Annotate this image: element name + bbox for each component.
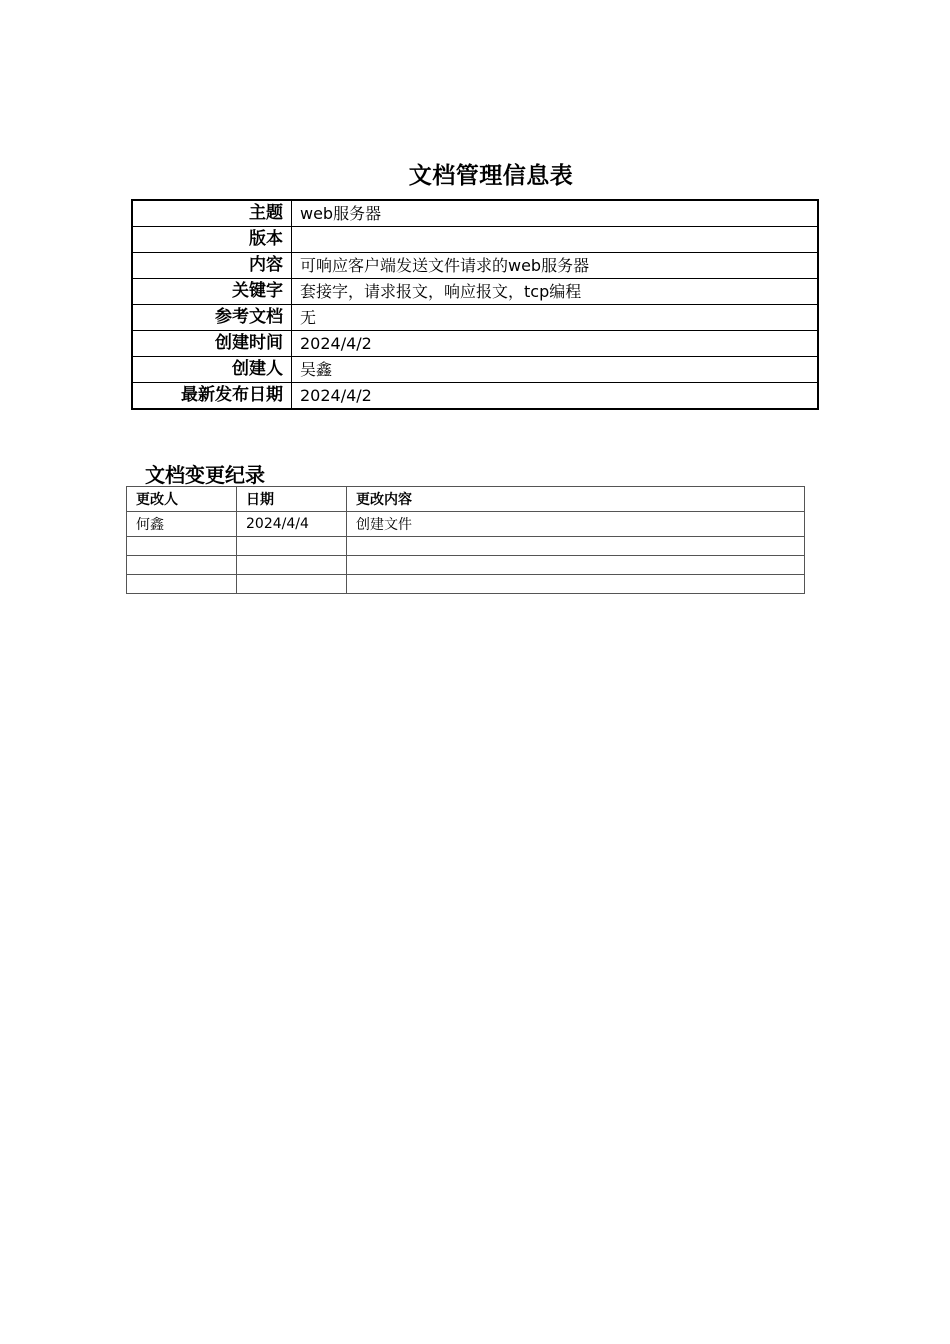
document-info-table bbox=[131, 199, 819, 410]
table-cell bbox=[237, 537, 347, 556]
info-label: 主题 bbox=[132, 200, 292, 227]
column-header: 日期 bbox=[237, 487, 347, 512]
info-label: 内容 bbox=[132, 253, 292, 279]
table-cell bbox=[347, 575, 805, 594]
info-value: 2024/4/2 bbox=[292, 383, 819, 410]
info-value: 吴鑫 bbox=[292, 357, 819, 383]
info-value: 可响应客户端发送文件请求的web服务器 bbox=[292, 253, 819, 279]
column-header: 更改人 bbox=[127, 487, 237, 512]
table-row bbox=[127, 512, 805, 537]
info-label: 最新发布日期 bbox=[132, 383, 292, 410]
column-header: 更改内容 bbox=[347, 487, 805, 512]
info-label: 关键字 bbox=[132, 279, 292, 305]
table-cell bbox=[237, 575, 347, 594]
info-label: 创建时间 bbox=[132, 331, 292, 357]
change-log-header-row bbox=[127, 487, 805, 512]
table-cell bbox=[347, 556, 805, 575]
table-cell bbox=[127, 537, 237, 556]
table-cell: 何鑫 bbox=[127, 512, 237, 537]
info-value bbox=[292, 227, 819, 253]
info-row-references bbox=[132, 305, 818, 331]
info-row-created-date bbox=[132, 331, 818, 357]
page-title: 文档管理信息表 bbox=[408, 163, 574, 189]
change-log-table bbox=[126, 486, 805, 594]
change-log-title: 文档变更纪录 bbox=[145, 463, 265, 487]
table-cell bbox=[127, 575, 237, 594]
table-cell: 创建文件 bbox=[347, 512, 805, 537]
info-row-content bbox=[132, 253, 818, 279]
table-cell bbox=[127, 556, 237, 575]
info-value: 2024/4/2 bbox=[292, 331, 819, 357]
info-value: 套接字，请求报文，响应报文，tcp编程 bbox=[292, 279, 819, 305]
info-row-keywords bbox=[132, 279, 818, 305]
table-row bbox=[127, 575, 805, 594]
table-cell: 2024/4/4 bbox=[237, 512, 347, 537]
info-label: 版本 bbox=[132, 227, 292, 253]
table-row bbox=[127, 537, 805, 556]
info-row-release-date bbox=[132, 383, 818, 410]
table-cell bbox=[347, 537, 805, 556]
info-label: 参考文档 bbox=[132, 305, 292, 331]
info-label: 创建人 bbox=[132, 357, 292, 383]
info-row-subject bbox=[132, 200, 818, 227]
info-row-version bbox=[132, 227, 818, 253]
table-row bbox=[127, 556, 805, 575]
info-row-creator bbox=[132, 357, 818, 383]
info-value: 无 bbox=[292, 305, 819, 331]
table-cell bbox=[237, 556, 347, 575]
info-value: web服务器 bbox=[292, 200, 819, 227]
